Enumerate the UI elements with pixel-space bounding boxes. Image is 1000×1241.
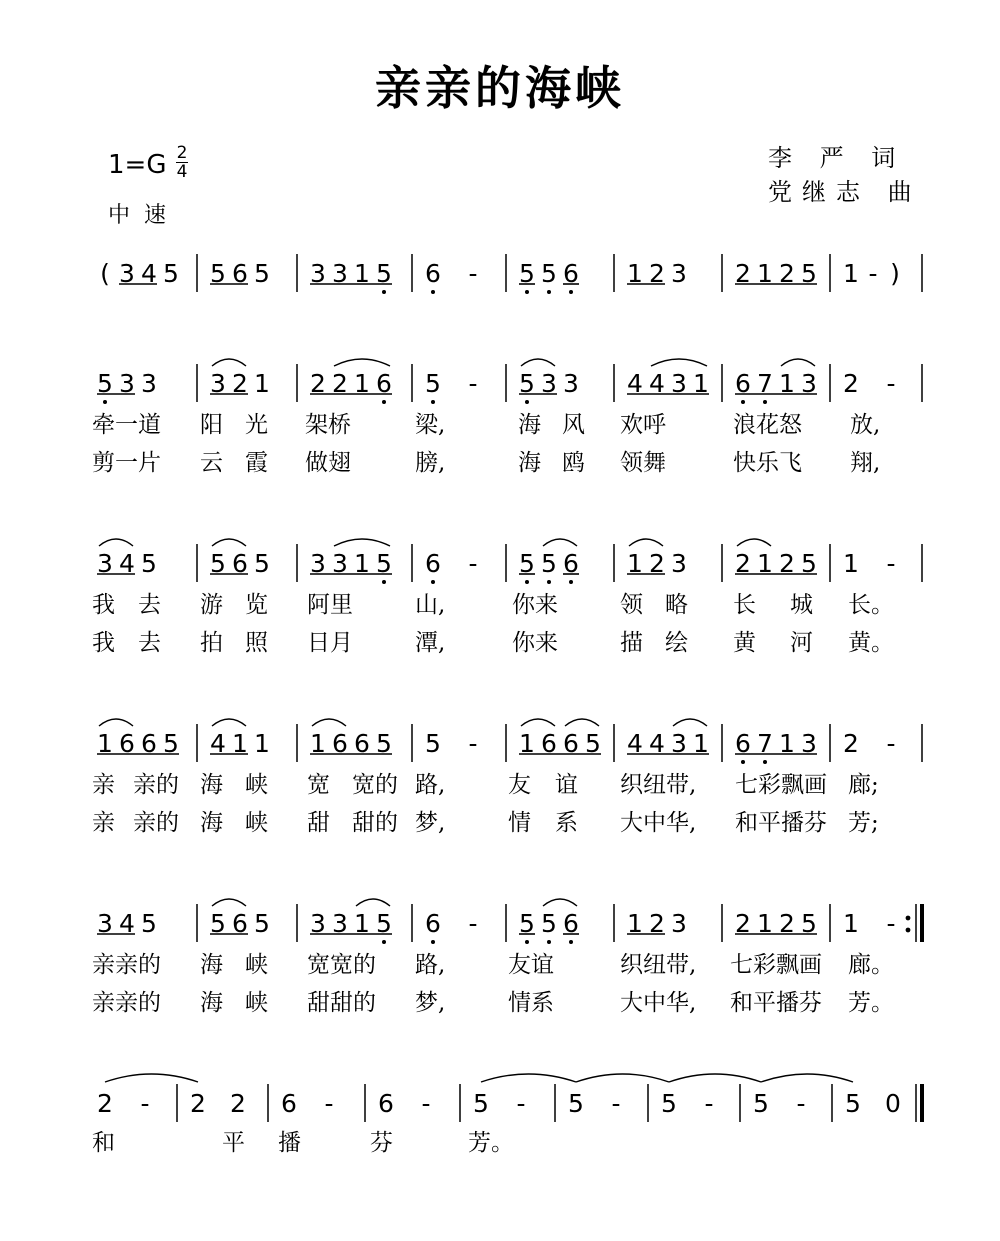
note-digit: 1 bbox=[254, 369, 270, 398]
slur-arc bbox=[737, 539, 771, 546]
key-label: 1=G bbox=[108, 150, 167, 180]
note-digit: 5 bbox=[519, 259, 535, 288]
lyric-word: 阿里 bbox=[307, 592, 353, 618]
note-digit: 4 bbox=[141, 259, 157, 288]
lyric-word: 海 bbox=[200, 772, 223, 798]
lyric-word: 廊。 bbox=[848, 952, 894, 978]
lyric-word: 峡 bbox=[245, 952, 268, 978]
note-digit: 5 bbox=[254, 549, 270, 578]
repeat-dot bbox=[906, 928, 911, 933]
lyric-word: 快乐飞 bbox=[733, 450, 802, 476]
note-digit: 5 bbox=[163, 729, 179, 758]
octave-dot bbox=[431, 580, 435, 584]
note-digit: 3 bbox=[141, 369, 157, 398]
lyric-word: 亲的 bbox=[133, 810, 179, 836]
lyric-word: 潭, bbox=[415, 630, 446, 656]
note-digit: 5 bbox=[425, 729, 441, 758]
note-digit: 5 bbox=[519, 549, 535, 578]
note-digit: 5 bbox=[541, 259, 557, 288]
note-digit: 2 bbox=[779, 549, 795, 578]
tie-arc bbox=[481, 1074, 576, 1082]
lyric-word: 平 bbox=[222, 1130, 245, 1156]
lyric-word: 芳。 bbox=[468, 1130, 514, 1156]
note-digit: 2 bbox=[843, 729, 859, 758]
note-digit: 6 bbox=[376, 369, 392, 398]
lyricist-credit: 李 严 词 bbox=[768, 144, 906, 172]
note-digit: 5 bbox=[163, 259, 179, 288]
note-digit: 1 bbox=[779, 369, 795, 398]
note-digit: 1 bbox=[310, 729, 326, 758]
octave-dot bbox=[547, 290, 551, 294]
note-digit: 6 bbox=[332, 729, 348, 758]
note-digit: 5 bbox=[845, 1089, 861, 1118]
lyric-word: 甜 bbox=[307, 810, 330, 836]
note-digit: 1 bbox=[232, 729, 248, 758]
lyric-word: 和 bbox=[92, 1130, 115, 1156]
slur-arc bbox=[356, 899, 390, 906]
lyric-word: 你来 bbox=[512, 630, 558, 656]
key-signature bbox=[108, 150, 166, 180]
tempo-marking: 中速 bbox=[108, 203, 181, 228]
lyric-word: 浪花怒 bbox=[733, 412, 802, 438]
note-digit: 5 bbox=[661, 1089, 677, 1118]
octave-dot bbox=[382, 940, 386, 944]
note-digit: 2 bbox=[232, 369, 248, 398]
note-digit: 1 bbox=[843, 909, 859, 938]
lyric-word: 海 bbox=[200, 990, 223, 1016]
note-digit: 3 bbox=[119, 259, 135, 288]
lyric-word: 剪一片 bbox=[92, 450, 161, 476]
time-signature-bottom: 4 bbox=[176, 162, 188, 182]
lyric-word: 去 bbox=[138, 592, 161, 618]
note-digit: 2 bbox=[735, 259, 751, 288]
octave-dot bbox=[382, 290, 386, 294]
note-digit: 1 bbox=[627, 259, 643, 288]
lyric-word: 海 bbox=[518, 412, 541, 438]
dash-mark: - bbox=[868, 259, 878, 288]
lyric-word: 城 bbox=[790, 592, 813, 618]
note-digit: 7 bbox=[757, 369, 773, 398]
lyric-word: 览 bbox=[245, 592, 268, 618]
note-digit: 6 bbox=[378, 1089, 394, 1118]
note-digit: 6 bbox=[232, 909, 248, 938]
slur-arc bbox=[334, 359, 390, 366]
note-digit: 5 bbox=[801, 549, 817, 578]
lyric-word: 甜的 bbox=[352, 810, 398, 836]
note-digit: 6 bbox=[563, 549, 579, 578]
lyric-word: 绘 bbox=[665, 630, 688, 656]
slur-arc bbox=[521, 359, 555, 366]
note-digit: 6 bbox=[425, 549, 441, 578]
lyric-word: 架桥 bbox=[305, 412, 351, 438]
lyric-word: 谊 bbox=[555, 772, 578, 798]
octave-dot bbox=[763, 400, 767, 404]
note-digit: 2 bbox=[649, 259, 665, 288]
lyric-word: 织纽带, bbox=[620, 772, 697, 798]
dash-mark: - bbox=[468, 549, 478, 578]
dash-mark: - bbox=[886, 369, 896, 398]
lyric-word: 海 bbox=[200, 952, 223, 978]
note-digit: 2 bbox=[230, 1089, 246, 1118]
note-digit: 1 bbox=[627, 549, 643, 578]
lyric-word: 亲亲的 bbox=[92, 990, 161, 1016]
slur-arc bbox=[212, 359, 246, 366]
lyric-word: 长。 bbox=[848, 592, 894, 618]
slur-arc bbox=[334, 539, 390, 546]
note-digit: 1 bbox=[843, 549, 859, 578]
lyric-word: 领 bbox=[620, 592, 643, 618]
dash-mark: - bbox=[468, 729, 478, 758]
note-digit: 5 bbox=[519, 909, 535, 938]
tie-arc bbox=[669, 1074, 761, 1082]
note-digit: 5 bbox=[376, 549, 392, 578]
lyric-word: 鸥 bbox=[562, 450, 585, 476]
slur-arc bbox=[543, 899, 577, 906]
note-digit: 6 bbox=[563, 259, 579, 288]
note-digit: 1 bbox=[354, 909, 370, 938]
note-digit: 2 bbox=[310, 369, 326, 398]
octave-dot bbox=[569, 580, 573, 584]
lyric-word: 友谊 bbox=[508, 952, 554, 978]
note-digit: 5 bbox=[801, 259, 817, 288]
lyric-word: 拍 bbox=[200, 630, 223, 656]
note-digit: 1 bbox=[354, 369, 370, 398]
lyric-word: 友 bbox=[508, 772, 531, 798]
note-digit: 6 bbox=[425, 259, 441, 288]
lyric-word: 芳; bbox=[848, 810, 879, 836]
octave-dot bbox=[741, 400, 745, 404]
octave-dot bbox=[382, 400, 386, 404]
lyric-word: 牵一道 bbox=[92, 412, 161, 438]
octave-dot bbox=[431, 940, 435, 944]
note-digit: 3 bbox=[801, 729, 817, 758]
note-digit: 3 bbox=[119, 369, 135, 398]
lyric-word: 云 bbox=[200, 450, 223, 476]
note-digit: 5 bbox=[541, 549, 557, 578]
octave-dot bbox=[525, 580, 529, 584]
dash-mark: - bbox=[324, 1089, 334, 1118]
note-digit: 1 bbox=[627, 909, 643, 938]
lyric-word: 宽宽的 bbox=[307, 952, 376, 978]
lyric-word: 描 bbox=[620, 630, 643, 656]
lyric-word: 亲 bbox=[92, 810, 115, 836]
composer-credit: 党继志 曲 bbox=[768, 178, 922, 206]
octave-dot bbox=[103, 400, 107, 404]
note-digit: 3 bbox=[97, 549, 113, 578]
lyric-word: 和平播芬 bbox=[735, 810, 827, 836]
note-digit: 5 bbox=[753, 1089, 769, 1118]
note-digit: 6 bbox=[735, 369, 751, 398]
note-digit: 3 bbox=[541, 369, 557, 398]
note-digit: 5 bbox=[801, 909, 817, 938]
tie-arc bbox=[105, 1074, 198, 1082]
slur-arc bbox=[212, 899, 246, 906]
lyric-word: 领舞 bbox=[620, 450, 666, 476]
slur-arc bbox=[565, 719, 599, 726]
lyric-word: 廊; bbox=[848, 772, 879, 798]
note-digit: 3 bbox=[332, 259, 348, 288]
slur-arc bbox=[312, 719, 346, 726]
note-digit: 4 bbox=[649, 729, 665, 758]
note-digit: 6 bbox=[354, 729, 370, 758]
slur-arc bbox=[629, 539, 663, 546]
lyric-word: 黄 bbox=[733, 630, 756, 656]
score-system bbox=[0, 1070, 1000, 1200]
lyric-word: 海 bbox=[200, 810, 223, 836]
note-digit: 4 bbox=[119, 909, 135, 938]
lyric-word: 山, bbox=[415, 592, 446, 618]
note-digit: 2 bbox=[735, 549, 751, 578]
lyric-word: 游 bbox=[200, 592, 223, 618]
lyric-word: 情系 bbox=[508, 990, 554, 1016]
lyric-word: 路, bbox=[415, 772, 446, 798]
note-digit: 3 bbox=[671, 549, 687, 578]
tie-arc bbox=[576, 1074, 669, 1082]
note-digit: 6 bbox=[281, 1089, 297, 1118]
lyric-word: 阳 bbox=[200, 412, 223, 438]
note-digit: 7 bbox=[757, 729, 773, 758]
slur-arc bbox=[212, 719, 246, 726]
note-digit: 5 bbox=[210, 259, 226, 288]
lyric-word: 光 bbox=[245, 412, 268, 438]
octave-dot bbox=[547, 940, 551, 944]
dash-mark: - bbox=[886, 549, 896, 578]
note-digit: 3 bbox=[671, 909, 687, 938]
note-digit: 2 bbox=[649, 549, 665, 578]
paren-mark: ( bbox=[100, 259, 110, 288]
slur-arc bbox=[673, 719, 707, 726]
note-digit: 1 bbox=[779, 729, 795, 758]
note-digit: 1 bbox=[254, 729, 270, 758]
note-digit: 6 bbox=[735, 729, 751, 758]
note-digit: 6 bbox=[232, 549, 248, 578]
note-digit: 6 bbox=[232, 259, 248, 288]
note-digit: 4 bbox=[649, 369, 665, 398]
note-digit: 2 bbox=[649, 909, 665, 938]
note-digit: 2 bbox=[779, 909, 795, 938]
dash-mark: - bbox=[468, 909, 478, 938]
note-digit: 1 bbox=[843, 259, 859, 288]
lyric-word: 黄。 bbox=[848, 630, 894, 656]
octave-dot bbox=[525, 400, 529, 404]
dash-mark: - bbox=[796, 1089, 806, 1118]
note-digit: 3 bbox=[563, 369, 579, 398]
dash-mark: - bbox=[611, 1089, 621, 1118]
slur-arc bbox=[543, 539, 577, 546]
lyric-word: 宽的 bbox=[352, 772, 398, 798]
lyric-word: 播 bbox=[278, 1130, 301, 1156]
note-digit: 1 bbox=[693, 369, 709, 398]
note-digit: 4 bbox=[627, 369, 643, 398]
note-digit: 5 bbox=[210, 909, 226, 938]
octave-dot bbox=[525, 290, 529, 294]
note-digit: 4 bbox=[119, 549, 135, 578]
lyric-word: 欢呼 bbox=[620, 412, 666, 438]
note-digit: 6 bbox=[141, 729, 157, 758]
lyric-word: 甜甜的 bbox=[307, 990, 376, 1016]
time-signature bbox=[176, 144, 188, 181]
note-digit: 2 bbox=[779, 259, 795, 288]
lyric-word: 翔, bbox=[850, 450, 881, 476]
lyric-word: 亲的 bbox=[133, 772, 179, 798]
lyric-word: 海 bbox=[518, 450, 541, 476]
octave-dot bbox=[547, 580, 551, 584]
score-system bbox=[0, 710, 1000, 840]
note-digit: 4 bbox=[210, 729, 226, 758]
note-digit: 6 bbox=[563, 729, 579, 758]
repeat-dot bbox=[906, 916, 911, 921]
note-digit: 5 bbox=[425, 369, 441, 398]
note-digit: 3 bbox=[210, 369, 226, 398]
dash-mark: - bbox=[140, 1089, 150, 1118]
note-digit: 3 bbox=[332, 909, 348, 938]
time-signature-top: 2 bbox=[176, 143, 188, 163]
lyric-word: 七彩飘画 bbox=[730, 952, 822, 978]
dash-mark: - bbox=[886, 909, 896, 938]
slur-arc bbox=[99, 539, 133, 546]
octave-dot bbox=[763, 760, 767, 764]
note-digit: 0 bbox=[885, 1089, 901, 1118]
note-digit: 1 bbox=[693, 729, 709, 758]
slur-arc bbox=[781, 359, 815, 366]
octave-dot bbox=[431, 290, 435, 294]
note-digit: 2 bbox=[97, 1089, 113, 1118]
lyric-word: 七彩飘画 bbox=[735, 772, 827, 798]
lyric-word: 梦, bbox=[415, 990, 446, 1016]
note-digit: 5 bbox=[210, 549, 226, 578]
note-digit: 6 bbox=[425, 909, 441, 938]
lyric-word: 长 bbox=[733, 592, 756, 618]
dash-mark: - bbox=[704, 1089, 714, 1118]
lyric-word: 去 bbox=[138, 630, 161, 656]
tie-arc bbox=[761, 1074, 853, 1082]
note-digit: 3 bbox=[801, 369, 817, 398]
note-digit: 6 bbox=[119, 729, 135, 758]
note-digit: 5 bbox=[376, 729, 392, 758]
lyric-word: 路, bbox=[415, 952, 446, 978]
note-digit: 5 bbox=[254, 259, 270, 288]
note-digit: 3 bbox=[310, 549, 326, 578]
octave-dot bbox=[569, 940, 573, 944]
note-digit: 2 bbox=[332, 369, 348, 398]
slur-arc bbox=[651, 359, 707, 366]
note-digit: 1 bbox=[757, 259, 773, 288]
note-digit: 1 bbox=[354, 549, 370, 578]
lyric-word: 风 bbox=[562, 412, 585, 438]
lyric-word: 我 bbox=[92, 592, 115, 618]
lyric-word: 膀, bbox=[415, 450, 446, 476]
note-digit: 3 bbox=[671, 369, 687, 398]
note-digit: 2 bbox=[190, 1089, 206, 1118]
lyric-word: 系 bbox=[555, 810, 578, 836]
dash-mark: - bbox=[886, 729, 896, 758]
lyric-word: 亲亲的 bbox=[92, 952, 161, 978]
lyric-word: 大中华, bbox=[620, 810, 697, 836]
note-digit: 3 bbox=[671, 259, 687, 288]
paren-mark: ) bbox=[890, 259, 900, 288]
lyric-word: 大中华, bbox=[620, 990, 697, 1016]
lyric-word: 宽 bbox=[307, 772, 330, 798]
note-digit: 1 bbox=[354, 259, 370, 288]
note-digit: 5 bbox=[376, 259, 392, 288]
note-digit: 5 bbox=[519, 369, 535, 398]
note-digit: 2 bbox=[735, 909, 751, 938]
note-digit: 1 bbox=[519, 729, 535, 758]
note-digit: 6 bbox=[563, 909, 579, 938]
song-title: 亲亲的海峡 bbox=[375, 61, 625, 115]
note-digit: 2 bbox=[843, 369, 859, 398]
lyric-word: 略 bbox=[665, 592, 688, 618]
score-system bbox=[0, 890, 1000, 1020]
dash-mark: - bbox=[421, 1089, 431, 1118]
lyric-word: 情 bbox=[508, 810, 531, 836]
lyric-word: 织纽带, bbox=[620, 952, 697, 978]
note-digit: 1 bbox=[757, 909, 773, 938]
lyric-word: 照 bbox=[245, 630, 268, 656]
octave-dot bbox=[431, 400, 435, 404]
octave-dot bbox=[525, 940, 529, 944]
lyric-word: 日月 bbox=[307, 630, 353, 656]
note-digit: 1 bbox=[97, 729, 113, 758]
note-digit: 5 bbox=[141, 549, 157, 578]
note-digit: 5 bbox=[541, 909, 557, 938]
note-digit: 5 bbox=[473, 1089, 489, 1118]
lyric-word: 梦, bbox=[415, 810, 446, 836]
lyric-word: 你来 bbox=[512, 592, 558, 618]
lyric-word: 河 bbox=[790, 630, 813, 656]
note-digit: 3 bbox=[310, 909, 326, 938]
lyric-word: 亲 bbox=[92, 772, 115, 798]
slur-arc bbox=[212, 539, 246, 546]
octave-dot bbox=[741, 760, 745, 764]
note-digit: 5 bbox=[141, 909, 157, 938]
lyric-word: 芳。 bbox=[848, 990, 894, 1016]
note-digit: 3 bbox=[97, 909, 113, 938]
lyric-word: 做翅 bbox=[305, 450, 351, 476]
lyric-word: 峡 bbox=[245, 772, 268, 798]
lyric-word: 梁, bbox=[415, 412, 446, 438]
note-digit: 3 bbox=[671, 729, 687, 758]
lyric-word: 峡 bbox=[245, 990, 268, 1016]
note-digit: 3 bbox=[310, 259, 326, 288]
lyric-word: 我 bbox=[92, 630, 115, 656]
lyric-word: 放, bbox=[850, 412, 881, 438]
note-digit: 4 bbox=[627, 729, 643, 758]
dash-mark: - bbox=[468, 259, 478, 288]
slur-arc bbox=[521, 719, 555, 726]
dash-mark: - bbox=[516, 1089, 526, 1118]
note-digit: 5 bbox=[568, 1089, 584, 1118]
score-system bbox=[0, 530, 1000, 660]
dash-mark: - bbox=[468, 369, 478, 398]
lyric-word: 和平播芬 bbox=[730, 990, 822, 1016]
note-digit: 5 bbox=[585, 729, 601, 758]
lyric-word: 芬 bbox=[370, 1130, 393, 1156]
lyric-word: 峡 bbox=[245, 810, 268, 836]
note-digit: 5 bbox=[254, 909, 270, 938]
note-digit: 5 bbox=[376, 909, 392, 938]
note-digit: 1 bbox=[757, 549, 773, 578]
score-system bbox=[0, 350, 1000, 480]
note-digit: 3 bbox=[332, 549, 348, 578]
octave-dot bbox=[382, 580, 386, 584]
slur-arc bbox=[99, 719, 133, 726]
lyric-word: 霞 bbox=[245, 450, 268, 476]
octave-dot bbox=[569, 290, 573, 294]
note-digit: 5 bbox=[97, 369, 113, 398]
note-digit: 6 bbox=[541, 729, 557, 758]
